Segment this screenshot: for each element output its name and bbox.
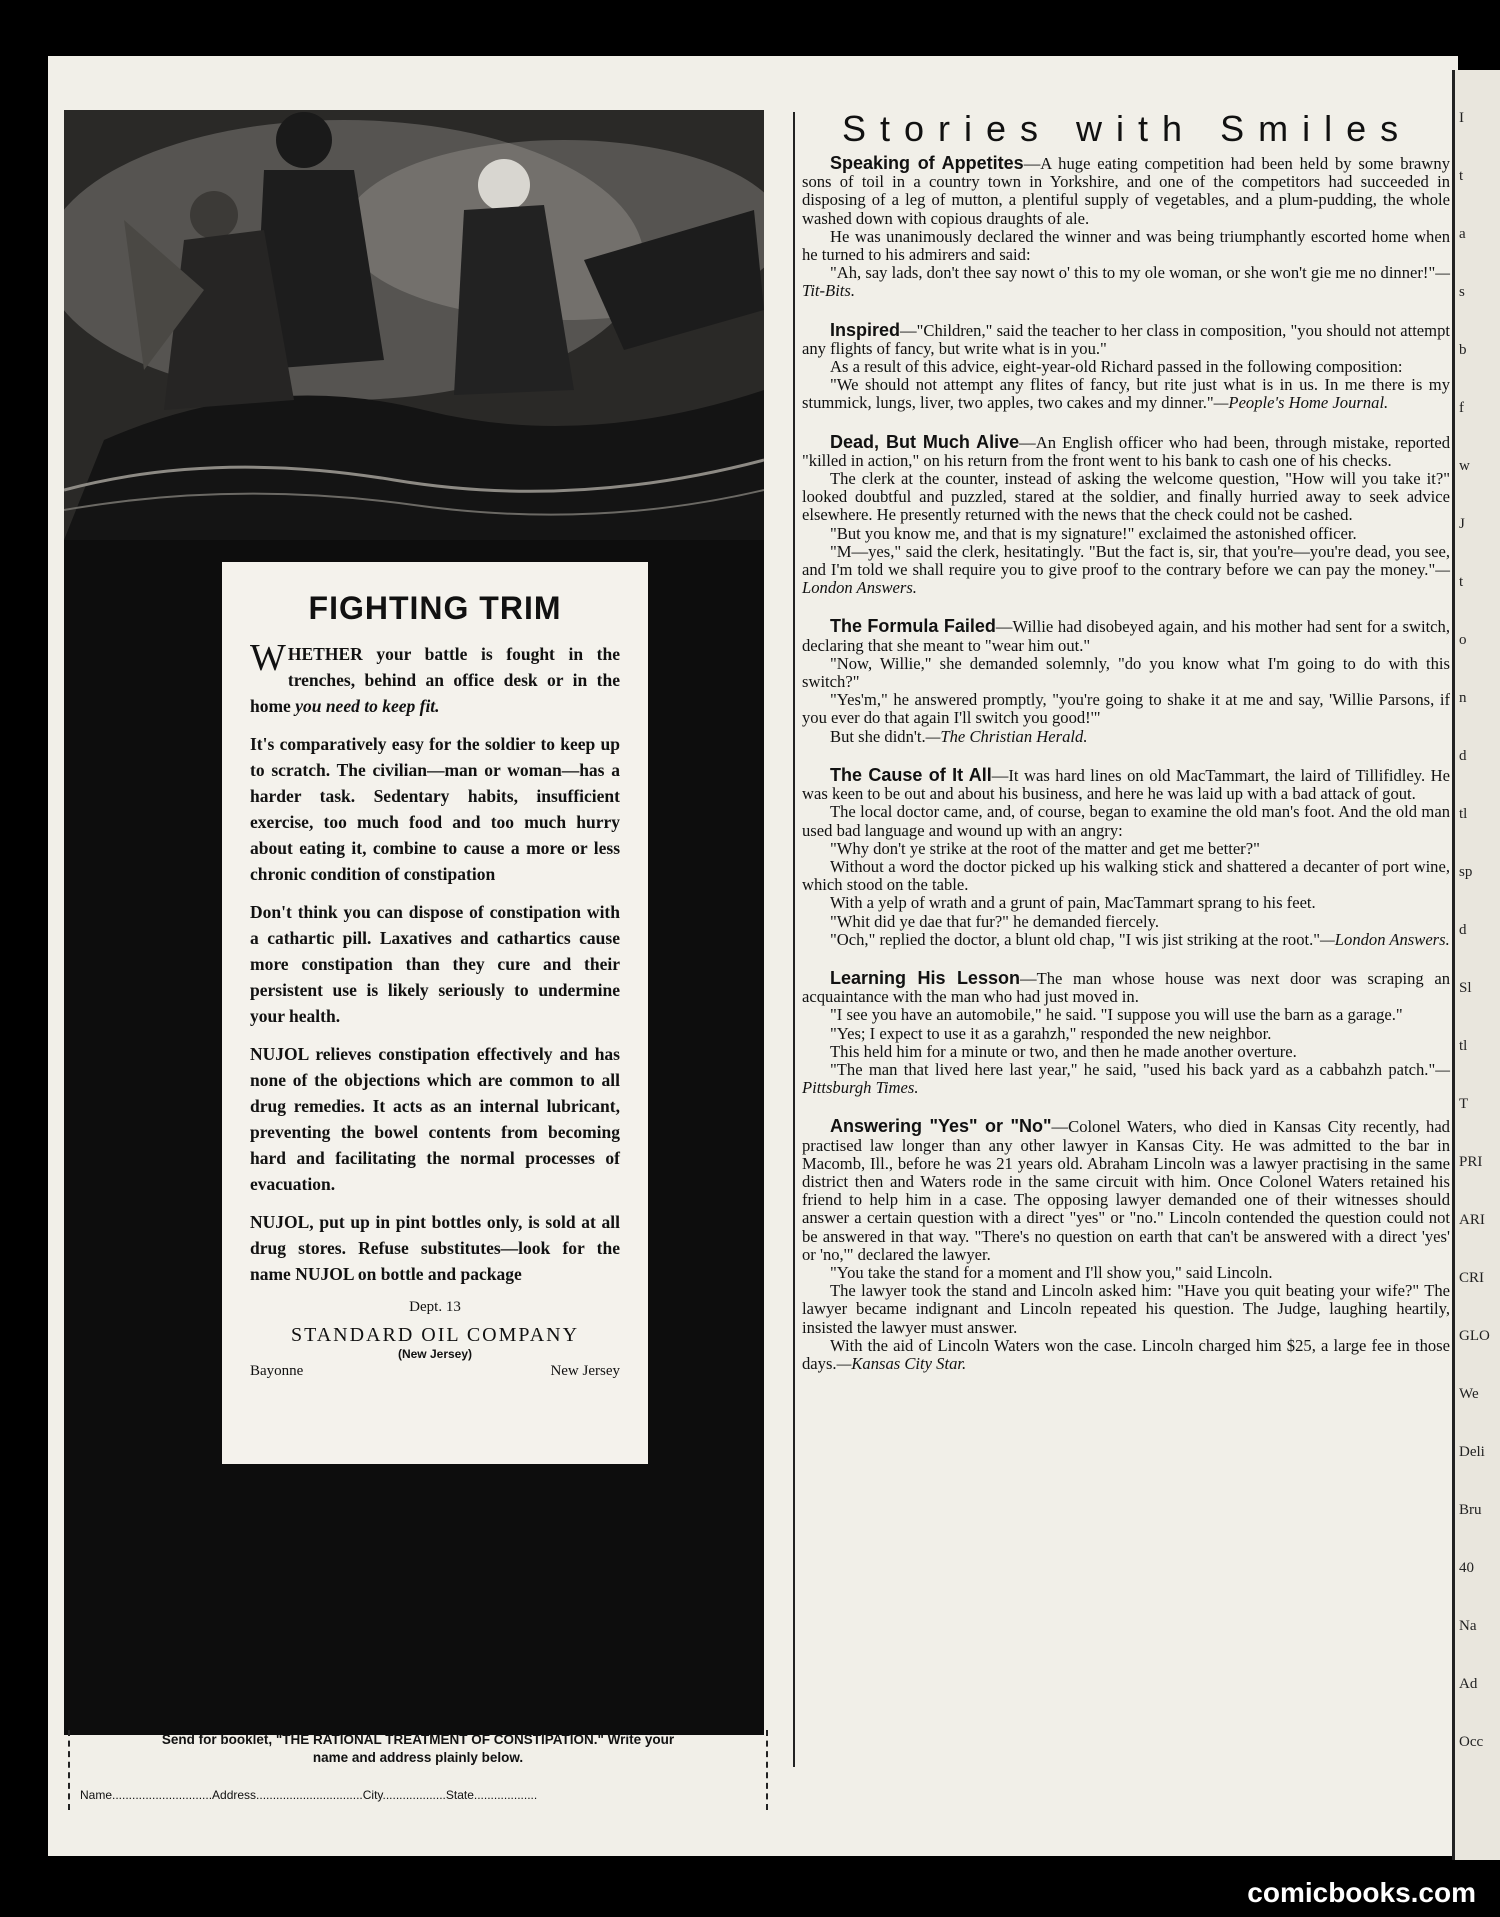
story-paragraph (802, 969, 1450, 1006)
adjacent-page-fragment: t (1459, 168, 1464, 184)
stories-title: Stories with Smiles (842, 108, 1413, 149)
adjacent-page-fragment: ARI (1459, 1212, 1485, 1228)
story-text: The lawyer took the stand and Lincoln asked him: "Have you quit beating your wife?" The lawyer became indignant and Lincoln repeated his question. The Judge, laughing heartily, insisted the lawyer must answer. (802, 1281, 1450, 1337)
ad-body (250, 637, 620, 1287)
story-text: As a result of this advice, eight-year-old Richard passed in the following composition: (830, 357, 1403, 377)
story-text: —An English officer who had been, through mistake, reported "killed in action," on his return from the front went to his bank to cash one of his checks. (802, 432, 1451, 470)
story-heading: The Formula Failed (830, 616, 996, 637)
story-text: —The man whose house was next door was scraping an acquaintance with the man who had just moved in. (802, 968, 1450, 1007)
stories-column (802, 108, 1450, 1393)
story-text: "You take the stand for a moment and I'll show you," said Lincoln. (830, 1262, 1273, 1282)
adjacent-page-fragment: d (1459, 922, 1467, 938)
coupon-line-1: Send for booklet, "THE RATIONAL TREATMENT OF CONSTIPATION." Write your (161, 1732, 675, 1747)
story-text: Without a word the doctor picked up his walking stick and shattered a decanter of port wine, which stood on the table. (802, 856, 1450, 895)
story-paragraph (802, 525, 1450, 543)
story-paragraph (802, 321, 1450, 358)
story-heading: Dead, But Much Alive (830, 431, 1020, 452)
adjacent-page-fragment: Na (1459, 1618, 1477, 1634)
story-paragraph (802, 1006, 1450, 1024)
story-paragraph (802, 1282, 1450, 1337)
adjacent-page-fragment: tl (1459, 806, 1468, 822)
story-paragraph (802, 803, 1450, 839)
story-text: "Och," replied the doctor, a blunt old chap, "I wis jist striking at the root." (830, 929, 1321, 949)
adjacent-page-fragment: GLO (1459, 1328, 1490, 1344)
trench-scene-image (64, 110, 764, 540)
story-paragraph (802, 264, 1450, 300)
company-cities (250, 1363, 620, 1380)
ad-paragraph (250, 1209, 620, 1287)
story-source: —Tit-Bits. (802, 263, 1450, 301)
story-paragraph (802, 154, 1450, 228)
story-text: "The man that lived here last year," he said, "used his back yard as a cabbahzh patch." (830, 1059, 1436, 1079)
story-text: This held him for a minute or two, and then he made another overture. (830, 1041, 1297, 1061)
story-text: "Why don't ye strike at the root of the matter and get me better?" (830, 838, 1260, 858)
ad-dept: Dept. 13 (409, 1299, 461, 1315)
adjacent-page-fragment: n (1459, 690, 1467, 706)
story-text: The local doctor came, and, of course, began to examine the old man's foot. And the old man used bad language and wound up with an angry: (802, 802, 1450, 840)
story-heading: Answering "Yes" or "No" (830, 1116, 1052, 1137)
story-source: —Kansas City Star. (836, 1353, 967, 1373)
story-paragraph (802, 655, 1450, 691)
booklet-coupon (68, 1730, 768, 1810)
story (802, 154, 1450, 301)
story-paragraph (802, 376, 1450, 412)
story-source: —London Answers. (1320, 929, 1450, 949)
story-text: With a yelp of wrath and a grunt of pain, MacTammart sprang to his feet. (830, 893, 1316, 913)
story-paragraph (802, 728, 1450, 746)
ad-emphasis: you need to keep fit. (295, 696, 440, 716)
story-text: "Yes'm," he answered promptly, "you're going to shake it at me and say, 'Willie Parsons, if you ever do that again I'll switch you good!'" (802, 690, 1450, 728)
story-paragraph (802, 470, 1450, 525)
story-paragraph (802, 1061, 1450, 1097)
story (802, 321, 1450, 413)
story-text: With the aid of Lincoln Waters won the case. Lincoln charged him $25, a large fee in those days. (802, 1335, 1450, 1373)
adjacent-page-fragment: Ad (1459, 1676, 1478, 1692)
story-paragraph (802, 858, 1450, 894)
story (802, 1117, 1450, 1373)
story-paragraph (802, 766, 1450, 803)
story-heading: The Cause of It All (830, 764, 992, 785)
ad-paragraph-text: It's comparatively easy for the soldier to keep up to scratch. The civilian—man or woman—has a harder task. Sedentary habits, insufficient exercise, too much food and too much hurry about eating it, combine to cause a more or less chronic condition of constipation (250, 734, 620, 884)
story-paragraph (802, 1337, 1450, 1373)
adjacent-page-fragment: o (1459, 632, 1467, 648)
watermark: comicbooks.com (1247, 1877, 1476, 1908)
adjacent-page-fragment: t (1459, 574, 1464, 590)
story-paragraph (802, 1025, 1450, 1043)
story-text: "But you know me, and that is my signature!" exclaimed the astonished officer. (830, 523, 1357, 543)
story-text: The clerk at the counter, instead of asking the welcome question, "How will you take it?" looked doubtful and puzzled, stared at the soldier, and finally hurried away to seek advice elsewhere. He presently returned with the news that the check could not be cashed. (802, 469, 1450, 525)
ad-paragraph (250, 731, 620, 887)
adjacent-page-fragment: sp (1459, 864, 1473, 880)
adjacent-page-fragment: w (1459, 458, 1470, 474)
story-text: —Colonel Waters, who died in Kansas City recently, had practised law longer than any other lawyer in Kansas City. He was admitted to the bar in Macomb, Ill., before he was 21 years old. Abraham Lincoln was a lawyer practising in the same district then and Waters rode in the same circuit with him. Once Colonel Waters retained his friend to help him in a case. The opposing lawyer demanded one of their witnesses should answer a certain question with a direct "yes" or "no." Lincoln contended the question could not be answered in that way. "There's no question on earth that can't be answered with a direct 'yes' or 'no,'" declared the lawyer. (802, 1117, 1450, 1264)
story-text: —A huge eating competition had been held by some brawny sons of toil in a country town in Yorkshire, and one of the competitors had succeeded in disposing of a leg of mutton, a plentiful supply of vegetables, and a plum-pudding, the whole washed down with copious draughts of ale. (802, 154, 1450, 228)
story-text: "Yes; I expect to use it as a garahzh," responded the new neighbor. (830, 1023, 1272, 1043)
story-source: —London Answers. (802, 560, 1450, 598)
story-heading: Speaking of Appetites (830, 153, 1024, 173)
drop-cap: W (250, 637, 286, 679)
story-text: "Ah, say lads, don't thee say nowt o' this to my ole woman, or she won't gie me no dinner!" (830, 263, 1436, 283)
adjacent-page-fragment: f (1459, 400, 1464, 416)
story-text: "M—yes," said the clerk, hesitatingly. "But the fact is, sir, that you're—you're dead, you see, and I'm told we shall require you to give proof to the contrary before we can pay the money." (802, 541, 1450, 580)
story-paragraph (802, 543, 1450, 598)
soldiers-illustration (64, 110, 764, 540)
adjacent-page-fragment: J (1459, 516, 1465, 532)
story-paragraph (802, 840, 1450, 858)
story-text: —"Children," said the teacher to her class in composition, "you should not attempt any flights of fancy, but write what is in you." (802, 320, 1450, 358)
story (802, 969, 1450, 1097)
story-paragraph (802, 433, 1450, 470)
adjacent-page-fragment: tl (1459, 1038, 1468, 1054)
story-paragraph (802, 358, 1450, 376)
adjacent-page-fragment: d (1459, 748, 1467, 764)
story-heading: Learning His Lesson (830, 967, 1020, 988)
ad-text-panel (222, 562, 648, 1464)
ad-paragraph (250, 637, 620, 719)
story-paragraph (802, 617, 1450, 654)
company-state-note: (New Jersey) (397, 1347, 473, 1361)
ad-paragraph (250, 899, 620, 1029)
story-paragraph (802, 931, 1450, 949)
adjacent-page-fragment: a (1459, 226, 1466, 242)
story-source: —Pittsburgh Times. (802, 1059, 1450, 1098)
adjacent-page-fragment: PRI (1459, 1154, 1483, 1170)
story-text: —Willie had disobeyed again, and his mother had sent for a switch, declaring that she meant to "wear him out." (802, 617, 1450, 655)
adjacent-page-fragment: We (1459, 1386, 1479, 1402)
story-text: But she didn't. (830, 726, 926, 746)
adjacent-page-fragment: T (1459, 1096, 1469, 1112)
story-text: He was unanimously declared the winner and was being triumphantly escorted home when he turned to his admirers and said: (802, 226, 1450, 265)
adjacent-page-fragment: CRI (1459, 1270, 1485, 1286)
adjacent-page-fragment: Bru (1459, 1502, 1482, 1518)
ad-paragraph-text: HETHER your battle is fought in the trenches, behind an office desk or in the home (250, 644, 620, 716)
story-paragraph (802, 1117, 1450, 1264)
story-paragraph (802, 1264, 1450, 1282)
adjacent-page-fragment: 40 (1459, 1560, 1474, 1576)
story-text: "We should not attempt any flites of fancy, but rite just what is in us. In me there is my stummick, lungs, liver, two apples, two cakes and my dinner." (802, 375, 1450, 413)
adjacent-page-fragment: Deli (1459, 1444, 1485, 1460)
ad-paragraph (250, 1041, 620, 1197)
adjacent-page-fragment: Occ (1459, 1734, 1484, 1750)
story-text: —It was hard lines on old MacTammart, the laird of Tillifidley. He was keen to be out and about his business, and here he was laid up with a bad attack of gout. (802, 765, 1450, 804)
story-heading: Inspired (830, 319, 901, 340)
story-text: "I see you have an automobile," he said. "I suppose you will use the barn as a garage." (830, 1005, 1403, 1025)
adjacent-page-fragment: b (1459, 342, 1467, 358)
adjacent-page-fragment: s (1459, 284, 1465, 300)
coupon-line-2: name and address plainly below. (312, 1750, 524, 1765)
ad-paragraph-text: NUJOL relieves constipation effectively and has none of the objections which are common to all drug remedies. It acts as an internal lubricant, preventing the bowel contents from becoming hard and facilitating the normal processes of evacuation. (250, 1044, 620, 1194)
story-paragraph (802, 1043, 1450, 1061)
story-text: "Now, Willie," she demanded solemnly, "do you know what I'm going to do with this switch?" (802, 653, 1450, 692)
ad-title: FIGHTING TRIM (308, 590, 562, 626)
company-name: STANDARD OIL COMPANY (290, 1324, 580, 1346)
story-paragraph (802, 691, 1450, 727)
story-paragraph (802, 894, 1450, 912)
nujol-advertisement (64, 110, 764, 1735)
adjacent-page-strip (1452, 70, 1500, 1860)
story-source: —The Christian Herald. (925, 726, 1088, 746)
city-right: New Jersey (550, 1363, 620, 1379)
story-paragraph (802, 913, 1450, 931)
story (802, 617, 1450, 745)
ad-paragraph-text: Don't think you can dispose of constipation with a cathartic pill. Laxatives and cathartics cause more constipation than they cure and their persistent use is likely seriously to undermine your health. (250, 902, 620, 1026)
story-paragraph (802, 228, 1450, 264)
story (802, 433, 1450, 598)
column-divider (793, 112, 795, 1767)
adjacent-page-fragment: I (1459, 110, 1464, 126)
story-text: "Whit did ye dae that fur?" he demanded fiercely. (830, 911, 1159, 931)
story-source: —People's Home Journal. (1213, 393, 1389, 413)
ad-paragraph-text: NUJOL, put up in pint bottles only, is sold at all drug stores. Refuse substitutes—look for the name NUJOL on bottle and package (250, 1212, 620, 1284)
coupon-form-fields: Name..............................Address................................City...................State................... (80, 1788, 538, 1802)
city-left: Bayonne (250, 1363, 304, 1379)
story (802, 766, 1450, 949)
adjacent-page-fragment: Sl (1459, 980, 1472, 996)
story-list (802, 154, 1450, 1373)
